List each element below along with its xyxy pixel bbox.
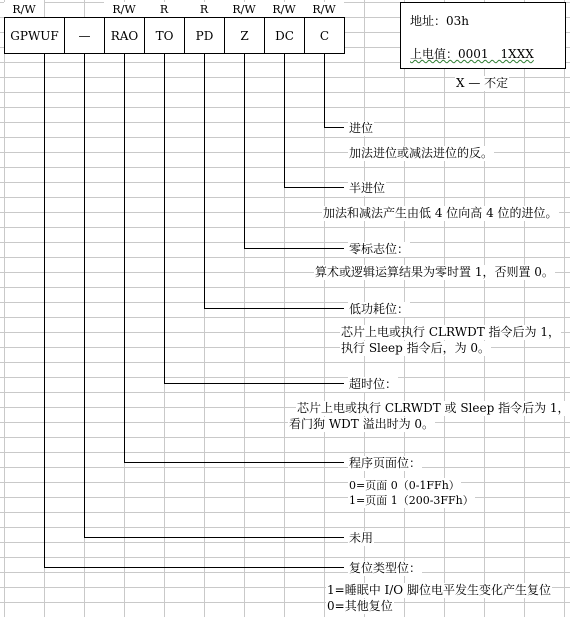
bit-desc-to-line1: 芯片上电或执行 CLRWDT 或 Sleep 指令后为 1，	[297, 401, 570, 415]
leader-rao-h	[124, 462, 344, 463]
bit-cell-pd: PD	[184, 17, 225, 54]
access-label-bit1: R/W	[264, 2, 304, 17]
leader-unused-h	[84, 537, 344, 538]
leader-gpwuf	[44, 54, 45, 568]
leader-c	[324, 54, 325, 128]
undefined-legend: X — 不定	[456, 76, 509, 90]
bit-cell-unused: —	[64, 17, 105, 54]
bit-name-z: 零标志位：	[349, 242, 410, 256]
bit-cell-to: TO	[144, 17, 185, 54]
bit-cell-dc: DC	[264, 17, 305, 54]
power-on-value: 上电值：0001 1XXX	[410, 47, 534, 61]
leader-z-h	[244, 248, 344, 249]
bit-desc-pd-line1: 芯片上电或执行 CLRWDT 指令后为 1，	[341, 325, 560, 339]
bit-name-pd: 低功耗位：	[349, 302, 410, 316]
register-info-box	[400, 2, 566, 69]
leader-z	[244, 54, 245, 249]
leader-gpwuf-h	[44, 567, 344, 568]
bit-desc-rao-line1: 0=页面 0（0-1FFh）	[349, 479, 460, 492]
bit-name-gpwuf: 复位类型位：	[349, 561, 422, 575]
access-label-bit4: R	[144, 2, 184, 17]
access-label-bit7: R/W	[4, 2, 44, 17]
leader-dc-h	[284, 187, 344, 188]
access-label-bit2: R/W	[224, 2, 264, 17]
leader-pd	[204, 54, 205, 309]
bit-desc-z: 算术或逻辑运算结果为零时置 1，否则置 0。	[315, 265, 554, 279]
bit-cell-gpwuf: GPWUF	[4, 17, 65, 54]
bit-desc-gpwuf-line1: 1=睡眠中 I/O 脚位电平发生变化产生复位	[327, 583, 551, 597]
leader-dc	[284, 54, 285, 188]
access-label-bit5: R/W	[104, 2, 144, 17]
leader-c-h	[324, 127, 344, 128]
bit-name-dc: 半进位	[349, 181, 386, 195]
bit-name-c: 进位	[349, 121, 374, 135]
bit-desc-c: 加法进位或减法进位的反。	[349, 146, 494, 160]
leader-to	[164, 54, 165, 384]
bit-desc-gpwuf-line2: 0=其他复位	[327, 599, 393, 613]
bit-cell-c: C	[304, 17, 345, 54]
bit-name-rao: 程序页面位：	[349, 456, 422, 470]
leader-to-h	[164, 383, 344, 384]
bit-desc-pd-line2: 执行 Sleep 指令后，为 0。	[341, 341, 491, 355]
leader-pd-h	[204, 308, 344, 309]
address-text: 地址：03h	[410, 14, 469, 28]
leader-unused	[84, 54, 85, 538]
leader-rao	[124, 54, 125, 463]
access-label-bit3: R	[184, 2, 224, 17]
bit-desc-dc: 加法和减法产生由低 4 位向高 4 位的进位。	[323, 206, 558, 220]
bit-name-unused: 未用	[349, 531, 374, 545]
access-label-bit0: R/W	[304, 2, 344, 17]
bit-desc-to-line2: 看门狗 WDT 溢出时为 0。	[289, 417, 435, 431]
bit-name-to: 超时位：	[349, 377, 398, 391]
bit-cell-rao: RAO	[104, 17, 145, 54]
bit-desc-rao-line2: 1=页面 1（200-3FFh）	[349, 494, 474, 507]
bit-cell-z: Z	[224, 17, 265, 54]
